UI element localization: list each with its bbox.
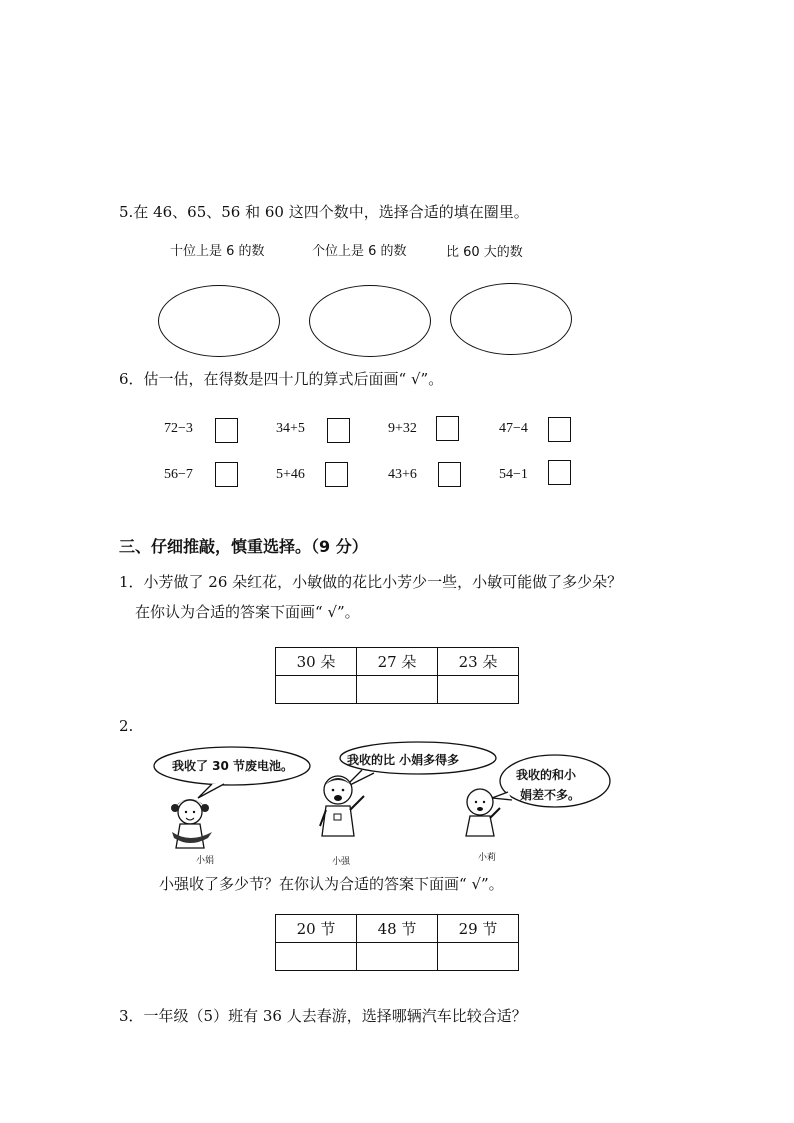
option-cell: 23 朵: [438, 648, 519, 676]
question-5-text: 5.在 46、65、56 和 60 这四个数中，选择合适的填在圈里。: [119, 203, 529, 221]
s3-question-2-number: 2.: [119, 717, 134, 735]
answer-cell[interactable]: [357, 943, 438, 971]
name-label-xiaoqiang: 小强: [332, 857, 351, 867]
expression: 43+6: [388, 467, 417, 482]
s3-question-1-line2: 在你认为合适的答案下面画“ √”。: [135, 603, 360, 621]
s3-question-3-text: 3．一年级（5）班有 36 人去春游，选择哪辆汽车比较合适？: [119, 1007, 527, 1025]
answer-cell[interactable]: [357, 676, 438, 704]
bubble-tail-1: [198, 784, 224, 798]
answer-cell[interactable]: [276, 943, 357, 971]
girl-1-figure: [171, 799, 212, 848]
option-cell: 27 朵: [357, 648, 438, 676]
question-6-text: 6．估一估，在得数是四十几的算式后面画“ √”。: [119, 370, 444, 388]
speech-bubble-3-line1: 我收的和小: [516, 768, 577, 782]
check-box[interactable]: [325, 462, 348, 487]
answer-cell[interactable]: [276, 676, 357, 704]
answer-table-batteries: [275, 914, 519, 971]
check-box[interactable]: [548, 417, 571, 442]
name-label-xiaojuan: 小娟: [196, 856, 215, 866]
speech-bubble-1-text: 我收了 30 节废电池。: [172, 759, 294, 773]
option-cell: 30 朵: [276, 648, 357, 676]
expression: 56−7: [164, 467, 193, 482]
section-title: 三、仔细推敲，慎重选择。（9 分）: [119, 537, 368, 556]
answer-circle-greater[interactable]: [450, 283, 572, 355]
s3-question-2-text: 小强收了多少节？在你认为合适的答案下面画“ √”。: [159, 875, 504, 893]
option-cell: 20 节: [276, 915, 357, 943]
answer-circle-ones[interactable]: [309, 285, 431, 357]
expression: 34+5: [276, 421, 305, 436]
check-box[interactable]: [327, 418, 350, 443]
speech-bubble-3-line2: 娟差不多。: [520, 788, 581, 802]
girl-2-figure: [466, 789, 500, 836]
expression: 72−3: [164, 421, 193, 436]
boy-figure: [320, 776, 364, 836]
name-label-xiaoli: 小莉: [478, 853, 497, 863]
expression: 47−4: [499, 421, 528, 436]
option-cell: 29 节: [438, 915, 519, 943]
answer-table-flowers: [275, 647, 519, 704]
answer-cell[interactable]: [438, 943, 519, 971]
label-ones-six: 个位上是 6 的数: [312, 244, 407, 259]
check-box[interactable]: [215, 418, 238, 443]
expression: 9+32: [388, 421, 417, 436]
check-box[interactable]: [436, 416, 459, 441]
s3-question-1-line1: 1．小芳做了 26 朵红花，小敏做的花比小芳少一些，小敏可能做了多少朵？: [119, 573, 623, 591]
answer-circle-tens[interactable]: [158, 285, 280, 357]
label-greater-sixty: 比 60 大的数: [446, 245, 523, 260]
label-tens-six: 十位上是 6 的数: [170, 244, 265, 259]
check-box[interactable]: [438, 462, 461, 487]
speech-bubble-2-text: 我收的比 小娟多得多: [347, 753, 460, 767]
answer-cell[interactable]: [438, 676, 519, 704]
expression: 5+46: [276, 467, 305, 482]
check-box[interactable]: [548, 460, 571, 485]
check-box[interactable]: [215, 462, 238, 487]
option-cell: 48 节: [357, 915, 438, 943]
expression: 54−1: [499, 467, 528, 482]
